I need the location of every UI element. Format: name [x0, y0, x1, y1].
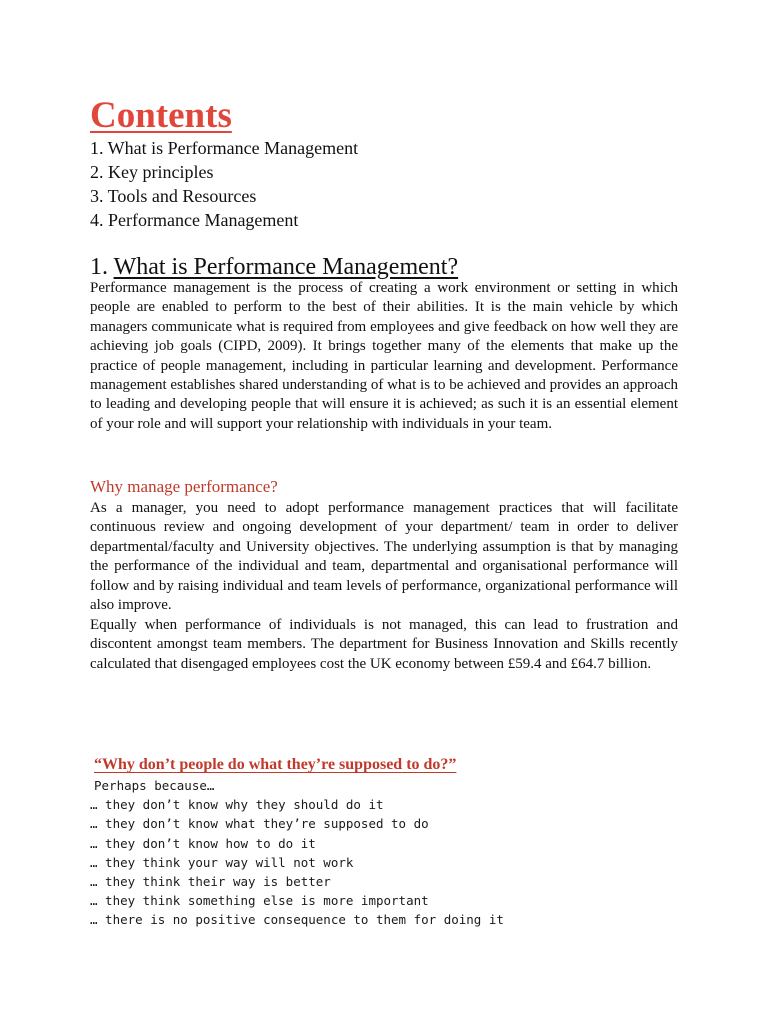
- contents-list: [90, 136, 358, 232]
- reason-item: … they think something else is more important: [90, 893, 429, 909]
- contents-item: 2. Key principles: [90, 162, 214, 182]
- reason-item: … they think their way is better: [90, 874, 331, 890]
- contents-item: 1. What is Performance Management: [90, 138, 359, 158]
- section-1-heading: [90, 252, 458, 282]
- contents-item: 3. Tools and Resources: [90, 186, 257, 206]
- reasons-list: [90, 776, 504, 930]
- reason-item: … they don’t know why they should do it: [90, 797, 384, 813]
- why-manage-heading: Why manage performance?: [90, 477, 278, 496]
- reason-item: … they don’t know what they’re supposed to do: [90, 816, 429, 832]
- section-1-paragraph: Performance management is the process of creating a work environment or setting in which people are enabled to perform to the best of their abilities. It is the main vehicle by which managers communicate what is required from employees and give feedback on how well they are achieving job goals (CIPD, 2009). It brings together many of the elements that make up the practice of people management, including in particular learning and development. Performance management establishes shared understanding of what is to be achieved and provides an approach to leading and developing people that will ensure it is achieved; as such it is an essential element of your role and will support your relationship with individuals in your team.: [90, 280, 678, 432]
- contents-title: Contents: [90, 95, 232, 136]
- section-1-title: What is Performance Management?: [113, 254, 459, 280]
- quote-heading: “Why don’t people do what they’re supposed to do?”: [94, 756, 457, 773]
- why-manage-paragraph-2: Equally when performance of individuals is not managed, this can lead to frustration and discontent amongst team members. The department for Business Innovation and Skills recently calculated that disengaged employees cost the UK economy between £59.4 and £64.7 billion.: [90, 617, 678, 672]
- reasons-intro: Perhaps because…: [94, 778, 215, 793]
- section-1-number: 1.: [90, 254, 108, 280]
- contents-item: 4. Performance Management: [90, 210, 299, 230]
- why-manage-paragraph-1: As a manager, you need to adopt performance management practices that will facilitate continuous review and ongoing development of your department/ team in order to deliver departmental/faculty and University objectives. The underlying assumption is that by managing the performance of the individual and team, departmental and organisational performance will follow and by raising individual and team levels of performance, organizational performance will also improve.: [90, 500, 678, 614]
- reason-item: … there is no positive consequence to them for doing it: [90, 912, 504, 928]
- reason-item: … they don’t know how to do it: [90, 835, 316, 851]
- reason-item: … they think your way will not work: [90, 854, 354, 870]
